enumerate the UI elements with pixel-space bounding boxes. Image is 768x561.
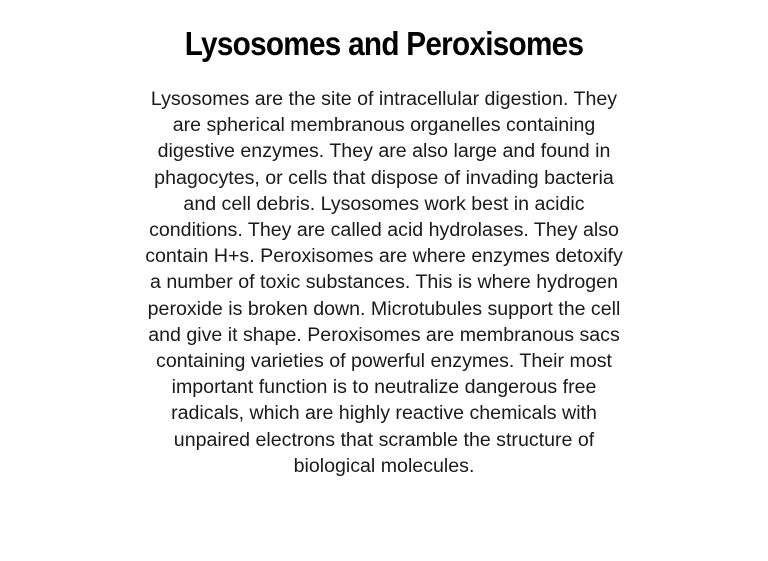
body-line: and cell debris. Lysosomes work best in acidic [183,192,585,215]
body-line: conditions. They are called acid hydrolases. They also [149,219,619,242]
body-line: digestive enzymes. They are also large and found in [157,140,611,163]
slide-body-text [120,86,648,479]
body-line: and give it shape. Peroxisomes are membranous sacs [148,323,620,346]
body-line: unpaired electrons that scramble the structure of [173,428,595,451]
body-line: containing varieties of powerful enzymes. Their most [156,350,612,373]
body-line: important function is to neutralize dangerous free [171,376,597,399]
body-line: phagocytes, or cells that dispose of invading bacteria [154,166,614,189]
slide-title: Lysosomes and Peroxisomes [184,25,584,62]
body-line: biological molecules. [293,454,475,477]
body-line: Lysosomes are the site of intracellular digestion. They [150,88,618,110]
body-line: peroxide is broken down. Microtubules support the cell [147,297,621,320]
body-line: radicals, which are highly reactive chemicals with [171,402,597,425]
body-line: contain H+s. Peroxisomes are where enzymes detoxify [145,245,623,268]
body-line: are spherical membranous organelles containing [172,114,596,137]
body-line: a number of toxic substances. This is where hydrogen [150,271,618,294]
